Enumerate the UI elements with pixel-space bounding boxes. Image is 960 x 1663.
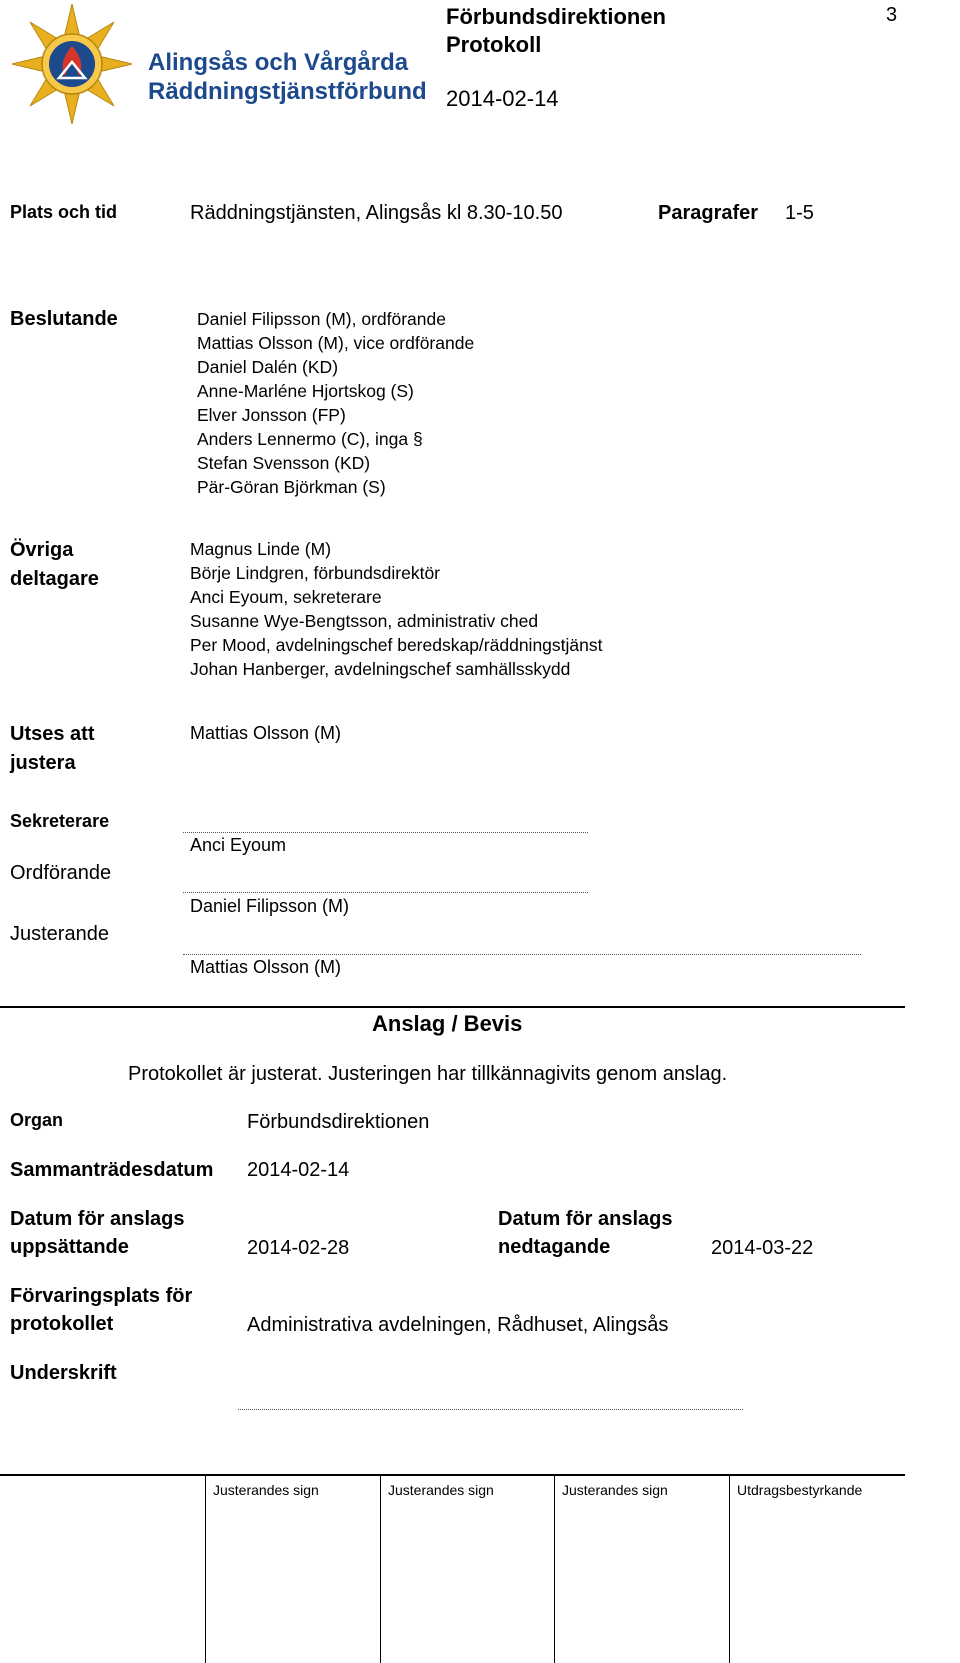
notice-statement: Protokollet är justerat. Justeringen har tillkännagivits genom anslag. <box>128 1063 728 1085</box>
emblem-icon <box>10 2 135 124</box>
section-divider <box>0 1006 905 1008</box>
list-item: Stefan Svensson (KD) <box>197 453 371 473</box>
list-item: Daniel Dalén (KD) <box>197 357 339 377</box>
list-item: Anci Eyoum, sekreterare <box>190 587 382 607</box>
list-item: Anne-Marléne Hjortskog (S) <box>197 381 414 401</box>
organization-logo <box>10 2 135 124</box>
list-item: Elver Jonsson (FP) <box>197 405 346 425</box>
meeting-date-value: 2014-02-14 <box>247 1159 350 1181</box>
chair-name: Daniel Filipsson (M) <box>190 896 350 916</box>
place-time-value: Räddningstjänsten, Alingsås kl 8.30-10.50 <box>190 202 563 224</box>
list-item: Per Mood, avdelningschef beredskap/räddningstjänst <box>190 635 603 655</box>
removed-label-line1: Datum för anslags <box>498 1208 673 1230</box>
signature-line <box>183 832 588 833</box>
others-label-line2: deltagare <box>10 568 99 590</box>
list-item: Johan Hanberger, avdelningschef samhällsskydd <box>190 659 571 679</box>
deciding-label: Beslutande <box>10 308 118 330</box>
secretary-name: Anci Eyoum <box>190 835 287 855</box>
organization-name-line2: Räddningstjänstförbund <box>148 78 427 105</box>
list-item: Daniel Filipsson (M), ordförande <box>197 309 446 329</box>
storage-value: Administrativa avdelningen, Rådhuset, Alingsås <box>247 1314 669 1336</box>
list-item: Pär-Göran Björkman (S) <box>197 477 386 497</box>
signature-label: Underskrift <box>10 1362 117 1384</box>
place-time-label: Plats och tid <box>10 202 118 222</box>
footer-cell: Justerandes sign <box>388 1482 494 1498</box>
others-label-line1: Övriga <box>10 539 74 561</box>
others-list <box>190 537 602 681</box>
footer-divider <box>380 1475 381 1663</box>
meeting-date-label: Sammanträdesdatum <box>10 1159 214 1181</box>
appointed-value: Mattias Olsson (M) <box>190 723 342 743</box>
list-item: Anders Lennermo (C), inga § <box>197 429 423 449</box>
posted-value: 2014-02-28 <box>247 1237 350 1259</box>
organization-name-line1: Alingsås och Vårgårda <box>148 49 409 76</box>
posted-label-line2: uppsättande <box>10 1236 129 1258</box>
document-title: Förbundsdirektionen <box>446 4 666 29</box>
storage-label-line1: Förvaringsplats för <box>10 1285 193 1307</box>
notice-title: Anslag / Bevis <box>372 1011 523 1036</box>
footer-cell: Utdragsbestyrkande <box>737 1482 863 1498</box>
footer-cell: Justerandes sign <box>562 1482 668 1498</box>
signature-line <box>183 892 588 893</box>
document-date: 2014-02-14 <box>446 86 559 111</box>
footer-divider <box>729 1475 730 1663</box>
chair-label: Ordförande <box>10 862 112 884</box>
footer-divider <box>205 1475 206 1663</box>
secretary-label: Sekreterare <box>10 811 110 831</box>
posted-label-line1: Datum för anslags <box>10 1208 185 1230</box>
organ-label: Organ <box>10 1110 64 1130</box>
footer-cell: Justerandes sign <box>213 1482 319 1498</box>
paragraphs-value: 1-5 <box>785 202 814 224</box>
adjuster-name: Mattias Olsson (M) <box>190 957 342 977</box>
signature-line <box>238 1409 743 1410</box>
appointed-label-line1: Utses att <box>10 723 95 745</box>
signature-line <box>183 954 861 955</box>
list-item: Mattias Olsson (M), vice ordförande <box>197 333 475 353</box>
paragraphs-label: Paragrafer <box>658 202 759 224</box>
appointed-label-line2: justera <box>10 752 76 774</box>
list-item: Börje Lindgren, förbundsdirektör <box>190 563 441 583</box>
footer-divider <box>554 1475 555 1663</box>
deciding-list <box>197 307 474 499</box>
list-item: Susanne Wye-Bengtsson, administrativ ched <box>190 611 539 631</box>
page-number: 3 <box>886 4 898 26</box>
organ-value: Förbundsdirektionen <box>247 1111 430 1133</box>
document-subtitle: Protokoll <box>446 32 542 57</box>
footer-top-rule <box>0 1474 905 1476</box>
adjuster-label: Justerande <box>10 923 109 945</box>
storage-label-line2: protokollet <box>10 1313 114 1335</box>
list-item: Magnus Linde (M) <box>190 539 332 559</box>
removed-label-line2: nedtagande <box>498 1236 611 1258</box>
removed-value: 2014-03-22 <box>711 1237 814 1259</box>
